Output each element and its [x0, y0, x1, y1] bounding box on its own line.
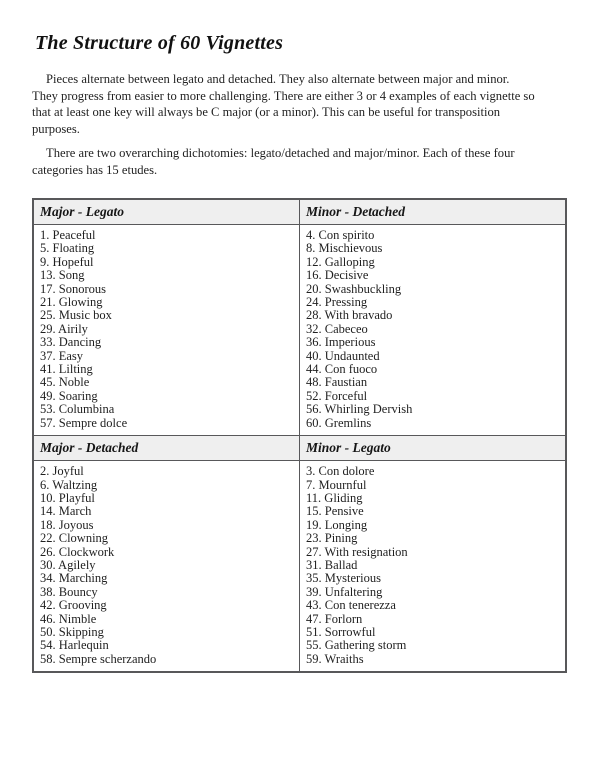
cell-minor-legato: [300, 461, 567, 673]
etude-item: 9. Hopeful: [40, 254, 94, 269]
etude-item: 24. Pressing: [306, 295, 368, 310]
etude-item: 36. Imperious: [306, 335, 376, 350]
etude-item: 21. Glowing: [40, 295, 103, 310]
intro-paragraph: [32, 71, 569, 137]
etude-item: 17. Sonorous: [40, 281, 106, 296]
etude-item: 18. Joyous: [40, 517, 94, 532]
etude-item: 1. Peaceful: [40, 228, 96, 242]
etude-item: 49. Soaring: [40, 388, 98, 403]
paragraph-line: categories has 15 etudes.: [32, 162, 158, 177]
etude-item: 40. Undaunted: [306, 348, 380, 363]
etude-item: 14. March: [40, 504, 92, 519]
etude-item: 46. Nimble: [40, 611, 97, 626]
etude-item: 30. Agilely: [40, 557, 96, 572]
etude-item: 50. Skipping: [40, 624, 104, 639]
etude-item: 57. Sempre dolce: [40, 415, 128, 430]
paragraph-line: that at least one key will always be C major (or a minor). This can be useful for transposition: [32, 105, 501, 120]
etude-item: 12. Galloping: [306, 254, 375, 269]
header-major-legato: Major - Legato: [33, 199, 300, 225]
cell-minor-detached: [300, 225, 567, 436]
etude-item: 48. Faustian: [306, 375, 368, 390]
etude-item: 58. Sempre scherzando: [40, 651, 157, 666]
etude-item: 32. Cabeceo: [306, 321, 368, 336]
paragraph-line: They progress from easier to more challenging. There are either 3 or 4 examples of each vignette so: [32, 88, 535, 103]
header-row-bottom: [33, 436, 566, 461]
vignettes-table: [32, 198, 567, 673]
etude-item: 52. Forceful: [306, 388, 368, 403]
etude-item: 54. Harlequin: [40, 638, 109, 653]
etude-item: 29. Airily: [40, 321, 88, 336]
etude-item: 11. Gliding: [306, 490, 363, 505]
etude-item: 2. Joyful: [40, 464, 84, 479]
etude-item: 13. Song: [40, 268, 85, 283]
paragraph-line: Pieces alternate between legato and detached. They also alternate between major and minor.: [46, 72, 510, 86]
etude-item: 44. Con fuoco: [306, 362, 378, 377]
body-row-bottom: [33, 461, 566, 673]
etude-item: 41. Lilting: [40, 362, 93, 377]
header-major-detached: Major - Detached: [33, 436, 300, 461]
etude-item: 6. Waltzing: [40, 477, 98, 492]
page-title: The Structure of 60 Vignettes: [35, 32, 284, 54]
etude-item: 37. Easy: [40, 348, 84, 363]
etude-item: 55. Gathering storm: [306, 638, 407, 653]
etude-item: 60. Gremlins: [306, 415, 372, 430]
header-row-top: [33, 199, 566, 225]
etude-item: 25. Music box: [40, 308, 112, 323]
header-minor-legato: Minor - Legato: [300, 436, 567, 461]
etude-item: 59. Wraiths: [306, 651, 364, 666]
etude-item: 23. Pining: [306, 531, 358, 546]
etude-item: 27. With resignation: [306, 544, 408, 559]
etude-item: 56. Whirling Dervish: [306, 402, 413, 417]
etude-item: 4. Con spirito: [306, 228, 375, 242]
etude-item: 10. Playful: [40, 490, 95, 505]
paragraph-line: purposes.: [32, 121, 80, 136]
etude-item: 7. Mournful: [306, 477, 367, 492]
vignettes-table-body: [33, 199, 566, 672]
paragraph-line: There are two overarching dichotomies: legato/detached and major/minor. Each of these four: [46, 146, 515, 160]
etude-item: 19. Longing: [306, 517, 368, 532]
etude-item: 33. Dancing: [40, 335, 102, 350]
etude-item: 28. With bravado: [306, 308, 393, 323]
etude-item: 35. Mysterious: [306, 571, 381, 586]
dichotomies-paragraph: [32, 145, 569, 178]
body-row-top: [33, 225, 566, 436]
etude-item: 34. Marching: [40, 571, 108, 586]
etude-item: 16. Decisive: [306, 268, 369, 283]
etude-item: 8. Mischievous: [306, 241, 383, 256]
etude-item: 38. Bouncy: [40, 584, 98, 599]
cell-major-legato: [33, 225, 300, 436]
etude-item: 43. Con tenerezza: [306, 598, 396, 613]
etude-item: 39. Unfaltering: [306, 584, 383, 599]
etude-item: 42. Grooving: [40, 598, 107, 613]
etude-item: 20. Swashbuckling: [306, 281, 402, 296]
etude-item: 47. Forlorn: [306, 611, 363, 626]
etude-item: 3. Con dolore: [306, 464, 375, 479]
etude-item: 5. Floating: [40, 241, 95, 256]
etude-item: 51. Sorrowful: [306, 624, 376, 639]
etude-item: 15. Pensive: [306, 504, 364, 519]
etude-item: 53. Columbina: [40, 402, 115, 417]
cell-major-detached: [33, 461, 300, 673]
etude-item: 45. Noble: [40, 375, 90, 390]
header-minor-detached: Minor - Detached: [300, 199, 567, 225]
etude-item: 26. Clockwork: [40, 544, 115, 559]
etude-item: 22. Clowning: [40, 531, 109, 546]
etude-item: 31. Ballad: [306, 557, 358, 572]
